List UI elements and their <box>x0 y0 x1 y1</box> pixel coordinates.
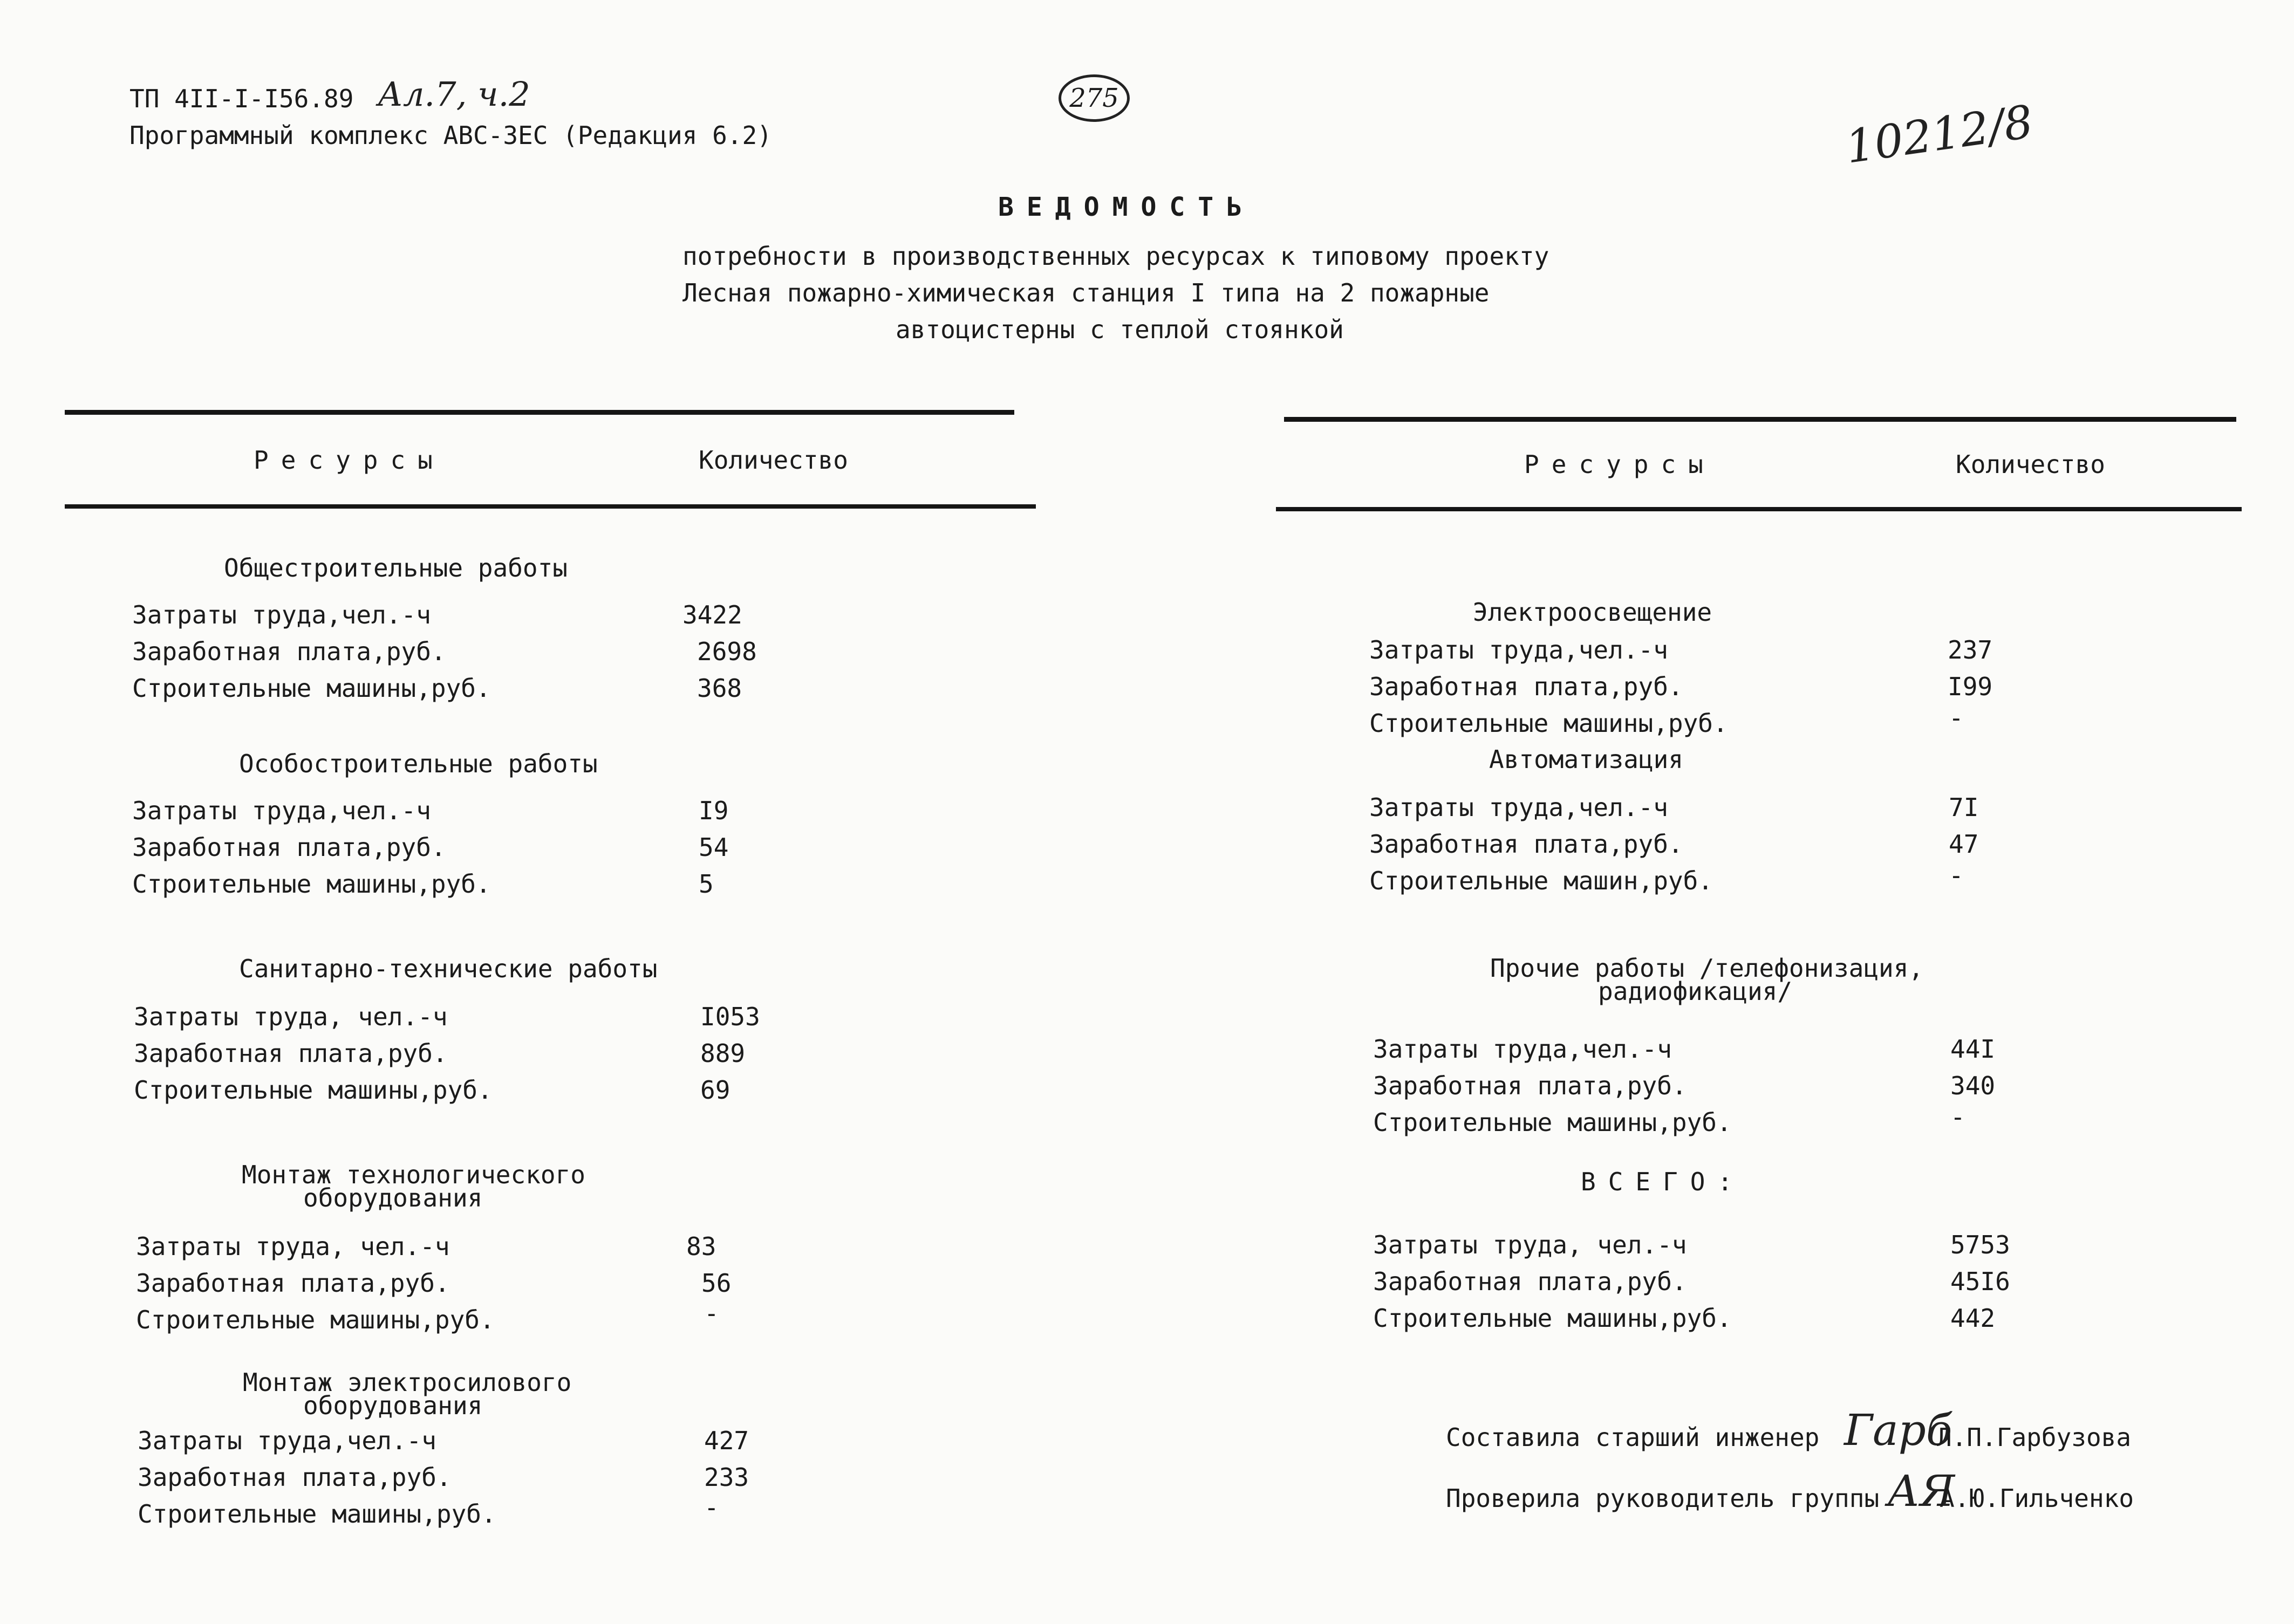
handwritten-doc-number: 10212/8 <box>1842 95 2037 174</box>
section-title: Электроосвещение <box>1473 598 1712 627</box>
row-label: Заработная плата,руб. <box>138 1463 452 1492</box>
row-value: 44I <box>1950 1034 1996 1064</box>
document-heading: ВЕДОМОСТЬ <box>998 192 1255 222</box>
row-label: Затраты труда, чел.-ч <box>136 1232 450 1261</box>
row-value: 56 <box>701 1269 732 1298</box>
row-value: 83 <box>686 1232 716 1261</box>
row-label: Строительные машины,руб. <box>1369 709 1728 738</box>
section-title: Монтаж технологического <box>242 1160 585 1189</box>
row-value: 5753 <box>1950 1230 2010 1259</box>
left-col-quantity: Количество <box>699 446 848 475</box>
row-label: Строительные машины,руб. <box>132 674 491 703</box>
row-value: 237 <box>1948 635 1993 664</box>
row-label: Заработная плата,руб. <box>132 637 446 666</box>
row-value: 7I <box>1949 793 1979 822</box>
row-label: Заработная плата,руб. <box>1373 1267 1687 1296</box>
row-label: Затраты труда,чел.-ч <box>1369 793 1668 822</box>
section-title-continued: радиофикация/ <box>1598 977 1793 1006</box>
row-value: 233 <box>704 1463 749 1492</box>
row-label: Строительные машины,руб. <box>132 869 491 899</box>
section-title: Автоматизация <box>1489 745 1684 774</box>
row-value: 3422 <box>682 600 742 629</box>
section-title: Общестроительные работы <box>224 553 568 583</box>
checked-by-label: Проверила руководитель группы <box>1446 1484 1880 1513</box>
row-label: Затраты труда,чел.-ч <box>132 600 431 629</box>
row-value: 427 <box>704 1426 749 1455</box>
section-title: Санитарно-технические работы <box>239 954 658 983</box>
section-title-continued: оборудования <box>303 1391 483 1420</box>
section-title-continued: оборудования <box>303 1183 483 1212</box>
row-value: 340 <box>1950 1071 1996 1100</box>
handwritten-part-note: Ал.7, ч.2 <box>378 74 530 114</box>
row-label: Строительные машин,руб. <box>1369 866 1713 895</box>
section-title: Прочие работы /телефонизация, <box>1490 954 1924 983</box>
program-line: Программный комплекс АВС-ЗЕС (Редакция 6.2) <box>129 121 772 150</box>
row-value: - <box>1949 861 1964 890</box>
checked-by-name: А.Ю.Гильченко <box>1940 1484 2134 1513</box>
row-value: I99 <box>1948 672 1993 701</box>
row-value: 889 <box>700 1039 746 1068</box>
row-label: Заработная плата,руб. <box>1373 1071 1687 1100</box>
row-label: Заработная плата,руб. <box>1369 830 1683 859</box>
row-label: Затраты труда,чел.-ч <box>138 1426 436 1455</box>
right-header-rule <box>1276 507 2242 511</box>
row-label: Строительные машины,руб. <box>1373 1304 1732 1333</box>
compiled-by-signature: Гарб <box>1844 1405 1952 1455</box>
row-label: Затраты труда,чел.-ч <box>1373 1034 1672 1064</box>
row-value: 54 <box>699 833 729 862</box>
title-line-1: потребности в производственных ресурсах к типовому проекту <box>682 242 1549 271</box>
row-value: - <box>704 1299 719 1328</box>
title-line-2: Лесная пожарно-химическая станция I типа на 2 пожарные <box>682 278 1490 307</box>
right-col-resources: Ресурсы <box>1524 450 1716 479</box>
row-label: Затраты труда,чел.-ч <box>1369 635 1668 664</box>
row-label: Затраты труда, чел.-ч <box>1373 1230 1687 1259</box>
compiled-by-label: Составила старший инженер <box>1446 1423 1820 1452</box>
row-value: 442 <box>1950 1304 1996 1333</box>
title-line-3: автоцистерны с теплой стоянкой <box>896 315 1344 344</box>
row-label: Заработная плата,руб. <box>1369 672 1683 701</box>
compiled-by-name: Л.П.Гарбузова <box>1937 1423 2132 1452</box>
left-top-rule <box>65 410 1014 415</box>
row-value: 2698 <box>697 637 757 666</box>
row-label: Строительные машины,руб. <box>136 1305 495 1334</box>
row-label: Строительные машины,руб. <box>1373 1108 1732 1137</box>
left-header-rule <box>65 504 1036 509</box>
row-value: 69 <box>700 1075 730 1105</box>
row-value: I9 <box>699 796 729 825</box>
left-col-resources: Ресурсы <box>254 446 445 475</box>
row-label: Заработная плата,руб. <box>132 833 446 862</box>
row-value: 368 <box>697 674 742 703</box>
row-label: Заработная плата,руб. <box>136 1269 450 1298</box>
section-title: Особостроительные работы <box>239 749 598 778</box>
page-number-stamp: 275 <box>1059 74 1130 122</box>
row-label: Строительные машины,руб. <box>138 1499 496 1529</box>
right-top-rule <box>1284 417 2236 422</box>
totals-title: ВСЕГО: <box>1581 1167 1745 1196</box>
row-value: 5 <box>699 869 714 899</box>
row-value: - <box>1949 703 1964 732</box>
row-label: Затраты труда,чел.-ч <box>132 796 431 825</box>
checked-by-signature: АЯ <box>1887 1466 1955 1516</box>
row-label: Затраты труда, чел.-ч <box>134 1002 448 1031</box>
row-label: Строительные машины,руб. <box>134 1075 493 1105</box>
row-value: I053 <box>700 1002 760 1031</box>
row-value: 45I6 <box>1950 1267 2010 1296</box>
project-code: ТП 4II-I-I56.89 <box>129 84 354 113</box>
section-title: Монтаж электросилового <box>243 1368 572 1397</box>
row-value: - <box>1950 1102 1965 1132</box>
row-value: 47 <box>1949 830 1979 859</box>
row-value: - <box>704 1493 719 1522</box>
right-col-quantity: Количество <box>1956 450 2105 479</box>
row-label: Заработная плата,руб. <box>134 1039 448 1068</box>
